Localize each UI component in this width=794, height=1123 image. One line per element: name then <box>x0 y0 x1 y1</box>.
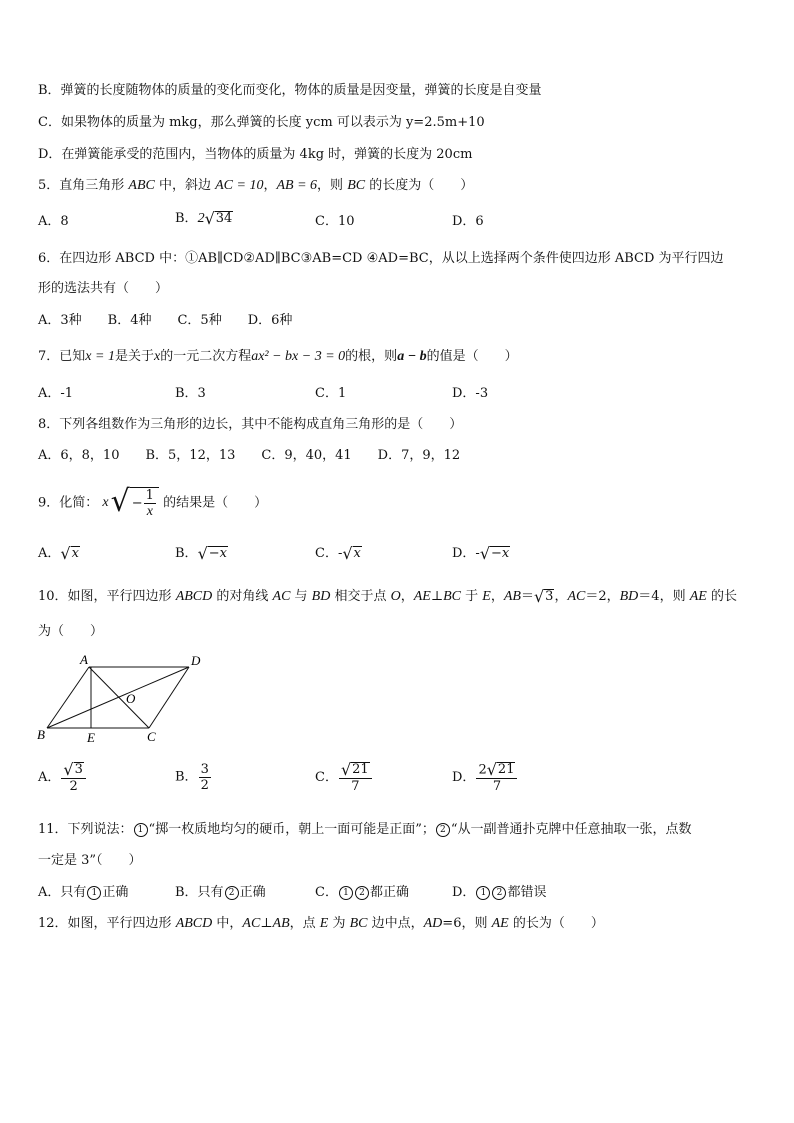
question-12: 12．如图，平行四边形 ABCD 中，AC⊥AB，点 E 为 BC 边中点，AD=6，则 AE 的长为（ ） <box>38 916 604 931</box>
question-9: 9．化简： x √ − $\frac{1}{x}$ 的结果是（ ） <box>38 484 268 519</box>
q5-option-b: B．2 √ 34 <box>175 208 233 228</box>
q10-option-a: A． √ 3 2 <box>38 762 87 794</box>
q6-options: A．3种 B．4种 C．5种 D．6种 <box>38 313 293 328</box>
q9-option-c: C．- √ x <box>315 543 361 563</box>
question-7: 7．已知x = 1是关于x的一元二次方程ax² − bx − 3 = 0的根，则a − b的值是（ ） <box>38 349 518 364</box>
q11-option-b: B．只有 2 正确 <box>175 885 266 900</box>
sqrt-neg-one-over-x: x √ − $\frac{1}{x}$ <box>102 487 159 519</box>
q7-option-a: A．-1 <box>38 386 74 401</box>
option-c-prev: C．如果物体的质量为 mkg，那么弹簧的长度 ycm 可以表示为 y=2.5m+10 <box>38 115 485 130</box>
q9-option-a: A． √ x <box>38 543 79 563</box>
q7-option-b: B．3 <box>175 386 206 401</box>
question-6-line-1: 6．在四边形 ABCD 中：①AB∥CD②AD∥BC③AB=CD ④AD=BC，从以上选择两个条件使四边形 ABCD 为平行四边 <box>38 251 724 266</box>
q7-option-c: C．1 <box>315 386 347 401</box>
q5-option-c: C．10 <box>315 214 355 229</box>
sqrt-34: √ 34 <box>204 208 233 228</box>
label-b: B <box>37 727 45 742</box>
q11-option-c: C． 1 2 都正确 <box>315 885 409 900</box>
q10-option-c: C． √ 21 7 <box>315 762 373 794</box>
q5-option-a: A．8 <box>38 214 69 229</box>
question-11-line-1: 11．下列说法： 1 “掷一枚质地均匀的硬币，朝上一面可能是正面”； 2 “从一副普通扑克牌中任意抽取一张，点数 <box>38 822 692 837</box>
q9-option-d: D．- √ −x <box>452 543 510 563</box>
q10-option-b: B． $\frac{3}{2}$ <box>175 762 209 793</box>
question-8: 8．下列各组数作为三角形的边长，其中不能构成直角三角形的是（ ） <box>38 417 463 432</box>
q11-option-a: A．只有 1 正确 <box>38 885 129 900</box>
parallelogram-figure <box>34 650 214 745</box>
q5-option-d: D．6 <box>452 214 484 229</box>
question-10-line-2: 为（ ） <box>38 624 104 639</box>
q10-option-d: D． 2 √ 21 7 <box>452 762 518 794</box>
q7-option-d: D．-3 <box>452 386 489 401</box>
q11-option-d: D． 1 2 都错误 <box>452 885 547 900</box>
label-e: E <box>87 730 95 745</box>
option-b-prev: B．弹簧的长度随物体的质量的变化而变化，物体的质量是因变量，弹簧的长度是自变量 <box>38 83 542 98</box>
label-o: O <box>126 691 136 706</box>
option-d-prev: D．在弹簧能承受的范围内，当物体的质量为 4kg 时，弹簧的长度为 20cm <box>38 147 473 162</box>
question-5: 5．直角三角形 ABC 中，斜边 AC = 10，AB = 6，则 BC 的长度为（ ） <box>38 178 474 193</box>
question-6-line-2: 形的选法共有（ ） <box>38 281 169 296</box>
edge-dc <box>149 667 189 728</box>
label-a: A <box>80 652 88 667</box>
q8-options: A．6，8，10 B．5，12，13 C．9，40，41 D．7，9，12 <box>38 448 461 463</box>
question-10-line-1: 10．如图，平行四边形 ABCD 的对角线 AC 与 BD 相交于点 O，AE⊥BC 于 E，AB＝ √ 3 ，AC＝2，BD＝4，则 AE 的长 <box>38 586 737 606</box>
q9-option-b: B． √ −x <box>175 543 227 563</box>
question-11-line-2: 一定是 3”（ ） <box>38 853 142 868</box>
label-c: C <box>147 729 156 744</box>
label-d: D <box>191 653 201 668</box>
